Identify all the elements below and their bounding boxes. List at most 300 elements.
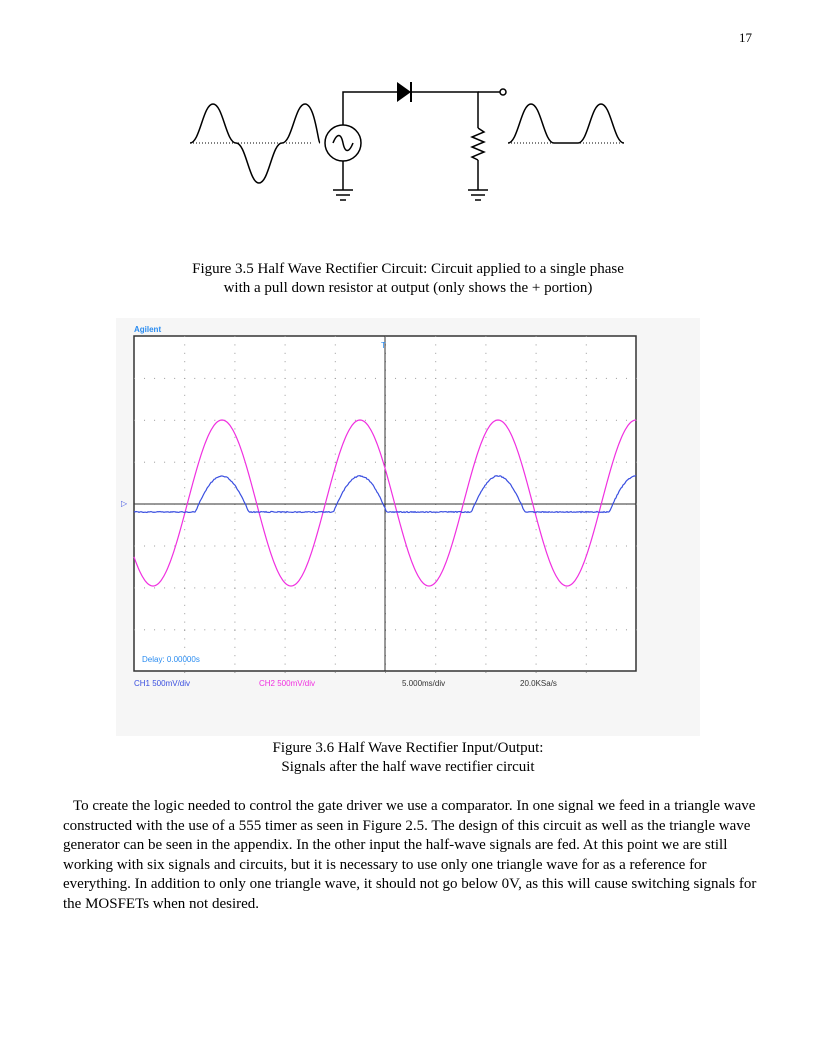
grid-dot: [144, 587, 145, 588]
grid-dot: [465, 587, 466, 588]
grid-dot: [335, 521, 336, 522]
grid-dot: [234, 454, 235, 455]
grid-dot: [285, 386, 286, 387]
grid-dot: [335, 596, 336, 597]
grid-dot: [144, 462, 145, 463]
grid-dot: [405, 378, 406, 379]
grid-dot: [586, 664, 587, 665]
grid-dot: [285, 403, 286, 404]
grid-dot: [566, 378, 567, 379]
grid-dot: [435, 378, 436, 379]
grid-dot: [234, 395, 235, 396]
grid-dot: [435, 571, 436, 572]
grid-dot: [234, 462, 235, 463]
grid-dot: [596, 378, 597, 379]
grid-dot: [325, 546, 326, 547]
grid-dot: [285, 521, 286, 522]
grid-dot: [596, 587, 597, 588]
grid-dot: [335, 554, 336, 555]
grid-dot: [485, 512, 486, 513]
grid-dot: [154, 587, 155, 588]
grid-dot: [485, 454, 486, 455]
grid-dot: [285, 596, 286, 597]
grid-dot: [184, 613, 185, 614]
grid-dot: [455, 420, 456, 421]
grid-dot: [425, 462, 426, 463]
grid-dot: [184, 521, 185, 522]
grid-dot: [586, 420, 587, 421]
grid-dot: [435, 353, 436, 354]
grid-dot: [636, 546, 637, 547]
grid-dot: [234, 563, 235, 564]
grid-dot: [244, 587, 245, 588]
grid-dot: [606, 546, 607, 547]
grid-dot: [536, 554, 537, 555]
grid-dot: [586, 378, 587, 379]
grid-dot: [485, 571, 486, 572]
grid-dot: [616, 420, 617, 421]
grid-dot: [335, 344, 336, 345]
grid-dot: [234, 412, 235, 413]
grid-dot: [184, 596, 185, 597]
grid-dot: [475, 546, 476, 547]
grid-dot: [435, 596, 436, 597]
grid-dot: [485, 629, 486, 630]
grid-dot: [335, 353, 336, 354]
grid-dot: [335, 428, 336, 429]
grid-dot: [184, 437, 185, 438]
grid-dot: [435, 470, 436, 471]
grid-dot: [435, 395, 436, 396]
grid-dot: [184, 629, 185, 630]
grid-dot: [234, 512, 235, 513]
grid-dot: [164, 420, 165, 421]
grid-dot: [556, 546, 557, 547]
grid-dot: [586, 437, 587, 438]
grid-dot: [505, 629, 506, 630]
grid-dot: [285, 538, 286, 539]
grid-dot: [435, 580, 436, 581]
grid-dot: [485, 538, 486, 539]
grid-dot: [335, 647, 336, 648]
grid-dot: [536, 470, 537, 471]
grid-dot: [194, 546, 195, 547]
grid-dot: [485, 361, 486, 362]
grid-dot: [224, 378, 225, 379]
grid-dot: [485, 428, 486, 429]
grid-dot: [636, 462, 637, 463]
grid-dot: [445, 420, 446, 421]
grid-dot: [526, 378, 527, 379]
grid-dot: [335, 437, 336, 438]
grid-dot: [586, 629, 587, 630]
grid-dot: [285, 353, 286, 354]
grid-dot: [435, 529, 436, 530]
grid-dot: [234, 353, 235, 354]
grid-dot: [275, 546, 276, 547]
grid-dot: [234, 437, 235, 438]
grid-dot: [275, 378, 276, 379]
grid-dot: [355, 378, 356, 379]
grid-dot: [606, 462, 607, 463]
grid-dot: [335, 587, 336, 588]
grid-dot: [485, 378, 486, 379]
grid-dot: [586, 353, 587, 354]
grid-dot: [285, 563, 286, 564]
grid-dot: [586, 336, 587, 337]
grid-dot: [516, 629, 517, 630]
grid-dot: [455, 378, 456, 379]
grid-dot: [485, 546, 486, 547]
grid-dot: [285, 412, 286, 413]
grid-dot: [485, 622, 486, 623]
grid-dot: [485, 655, 486, 656]
grid-dot: [435, 462, 436, 463]
grid-dot: [435, 487, 436, 488]
grid-dot: [184, 395, 185, 396]
grid-dot: [485, 672, 486, 673]
grid-dot: [224, 629, 225, 630]
grid-dot: [224, 587, 225, 588]
grid-dot: [305, 587, 306, 588]
grid-dot: [144, 378, 145, 379]
grid-dot: [285, 580, 286, 581]
grid-dot: [586, 479, 587, 480]
grid-dot: [285, 445, 286, 446]
grid-dot: [445, 378, 446, 379]
grid-dot: [184, 580, 185, 581]
grid-dot: [596, 629, 597, 630]
grid-dot: [285, 496, 286, 497]
grid-dot: [194, 629, 195, 630]
grid-dot: [435, 361, 436, 362]
grid-dot: [375, 378, 376, 379]
grid-dot: [596, 546, 597, 547]
grid-dot: [526, 462, 527, 463]
grid-dot: [184, 672, 185, 673]
grid-dot: [606, 587, 607, 588]
grid-dot: [465, 629, 466, 630]
grid-dot: [435, 629, 436, 630]
body-paragraph: To create the logic needed to control the gate driver we use a comparator. In one signal we feed in a triangle wave constructed with the use of a 555 timer as seen in Figure 2.5. The design of this circuit as well as the triangle wave generator can be seen in the appendix. In the other input the half-wave signals are fed. At this point we are still working with six signals and circuits, but it is necessary to use only one triangle wave for as a reference for everything. In addition to only one triangle wave, it should not go below 0V, as this will cause switching signals for the MOSFETs when not desired.: [63, 798, 757, 912]
grid-dot: [485, 664, 486, 665]
grid-dot: [184, 529, 185, 530]
grid-dot: [254, 420, 255, 421]
grid-dot: [154, 378, 155, 379]
grid-dot: [425, 420, 426, 421]
grid-dot: [526, 587, 527, 588]
grid-dot: [254, 546, 255, 547]
grid-dot: [435, 655, 436, 656]
grid-dot: [184, 487, 185, 488]
grid-dot: [335, 512, 336, 513]
grid-dot: [485, 605, 486, 606]
grid-dot: [224, 546, 225, 547]
grid-dot: [184, 638, 185, 639]
grid-dot: [415, 587, 416, 588]
grid-dot: [325, 587, 326, 588]
grid-dot: [435, 386, 436, 387]
grid-dot: [234, 622, 235, 623]
grid-dot: [536, 428, 537, 429]
grid-dot: [134, 420, 135, 421]
grid-dot: [435, 445, 436, 446]
grid-dot: [285, 638, 286, 639]
grid-dot: [536, 546, 537, 547]
grid-dot: [285, 487, 286, 488]
grid-dot: [505, 378, 506, 379]
grid-dot: [586, 563, 587, 564]
grid-dot: [586, 613, 587, 614]
grid-dot: [536, 353, 537, 354]
grid-dot: [164, 587, 165, 588]
grid-dot: [234, 487, 235, 488]
grid-dot: [505, 546, 506, 547]
grid-dot: [365, 420, 366, 421]
grid-dot: [315, 629, 316, 630]
grid-dot: [335, 420, 336, 421]
grid-dot: [395, 420, 396, 421]
grid-dot: [485, 395, 486, 396]
grid-dot: [184, 587, 185, 588]
grid-dot: [586, 647, 587, 648]
grid-dot: [536, 437, 537, 438]
grid-dot: [576, 587, 577, 588]
grid-dot: [184, 462, 185, 463]
grid-dot: [536, 622, 537, 623]
grid-dot: [566, 546, 567, 547]
grid-dot: [495, 546, 496, 547]
grid-dot: [606, 378, 607, 379]
grid-dot: [616, 378, 617, 379]
grid-dot: [536, 412, 537, 413]
grid-dot: [285, 655, 286, 656]
grid-dot: [415, 378, 416, 379]
grid-dot: [184, 571, 185, 572]
grid-dot: [335, 655, 336, 656]
grid-dot: [305, 546, 306, 547]
grid-dot: [285, 571, 286, 572]
grid-dot: [234, 496, 235, 497]
grid-dot: [536, 344, 537, 345]
grid-dot: [234, 554, 235, 555]
grid-dot: [355, 420, 356, 421]
timebase: 5.000ms/div: [402, 679, 446, 688]
grid-dot: [586, 386, 587, 387]
grid-dot: [485, 613, 486, 614]
grid-dot: [636, 378, 637, 379]
grid-dot: [586, 571, 587, 572]
grid-dot: [435, 370, 436, 371]
grid-dot: [254, 629, 255, 630]
grid-dot: [536, 580, 537, 581]
grid-dot: [234, 638, 235, 639]
grid-dot: [526, 420, 527, 421]
grid-dot: [445, 546, 446, 547]
grid-dot: [576, 546, 577, 547]
grid-dot: [315, 462, 316, 463]
grid-dot: [465, 462, 466, 463]
grid-dot: [234, 613, 235, 614]
grid-dot: [254, 378, 255, 379]
grid-dot: [586, 462, 587, 463]
grid-dot: [425, 629, 426, 630]
grid-dot: [244, 378, 245, 379]
grid-dot: [586, 454, 587, 455]
grid-dot: [184, 344, 185, 345]
grid-dot: [536, 454, 537, 455]
grid-dot: [425, 587, 426, 588]
grid-dot: [285, 613, 286, 614]
grid-dot: [556, 629, 557, 630]
grid-dot: [234, 386, 235, 387]
grid-dot: [285, 622, 286, 623]
grid-dot: [465, 546, 466, 547]
grid-dot: [184, 479, 185, 480]
grid-dot: [435, 412, 436, 413]
grid-dot: [335, 479, 336, 480]
grid-dot: [536, 336, 537, 337]
grid-dot: [234, 655, 235, 656]
grid-dot: [606, 629, 607, 630]
grid-dot: [345, 378, 346, 379]
grid-dot: [345, 420, 346, 421]
grid-dot: [536, 672, 537, 673]
grid-dot: [626, 587, 627, 588]
grid-dot: [395, 587, 396, 588]
grid-dot: [435, 587, 436, 588]
grid-dot: [526, 629, 527, 630]
grid-dot: [485, 529, 486, 530]
grid-dot: [485, 445, 486, 446]
grid-dot: [265, 629, 266, 630]
grid-dot: [536, 571, 537, 572]
grid-dot: [184, 647, 185, 648]
grid-dot: [485, 487, 486, 488]
grid-dot: [285, 470, 286, 471]
grid-dot: [184, 563, 185, 564]
grid-dot: [586, 655, 587, 656]
grid-dot: [586, 596, 587, 597]
grid-dot: [315, 420, 316, 421]
grid-dot: [425, 546, 426, 547]
grid-dot: [345, 546, 346, 547]
grid-dot: [234, 521, 235, 522]
grid-dot: [495, 462, 496, 463]
grid-dot: [536, 563, 537, 564]
grid-dot: [435, 664, 436, 665]
grid-dot: [435, 647, 436, 648]
grid-dot: [536, 521, 537, 522]
grid-dot: [234, 470, 235, 471]
grid-dot: [234, 580, 235, 581]
grid-dot: [234, 420, 235, 421]
grid-dot: [435, 428, 436, 429]
grid-dot: [335, 378, 336, 379]
grid-dot: [184, 420, 185, 421]
grid-dot: [536, 605, 537, 606]
grid-dot: [485, 638, 486, 639]
grid-dot: [234, 445, 235, 446]
grid-dot: [536, 638, 537, 639]
grid-dot: [475, 378, 476, 379]
grid-dot: [576, 462, 577, 463]
grid-dot: [285, 529, 286, 530]
brand-label: Agilent: [134, 325, 162, 334]
grid-dot: [244, 420, 245, 421]
grid-dot: [224, 462, 225, 463]
grid-dot: [285, 605, 286, 606]
grid-dot: [576, 420, 577, 421]
grid-dot: [234, 529, 235, 530]
grid-dot: [435, 605, 436, 606]
grid-dot: [184, 470, 185, 471]
grid-dot: [485, 462, 486, 463]
grid-dot: [234, 378, 235, 379]
grid-dot: [184, 445, 185, 446]
grid-dot: [144, 546, 145, 547]
grid-dot: [385, 672, 386, 673]
grid-dot: [295, 546, 296, 547]
grid-dot: [335, 664, 336, 665]
grid-dot: [335, 386, 336, 387]
grid-dot: [234, 370, 235, 371]
grid-dot: [516, 378, 517, 379]
grid-dot: [626, 629, 627, 630]
grid-dot: [184, 454, 185, 455]
grid-dot: [485, 470, 486, 471]
grid-dot: [265, 546, 266, 547]
grid-dot: [335, 546, 336, 547]
grid-dot: [485, 587, 486, 588]
grid-dot: [174, 587, 175, 588]
grid-dot: [566, 462, 567, 463]
grid-dot: [174, 420, 175, 421]
grid-dot: [536, 395, 537, 396]
grid-dot: [536, 445, 537, 446]
grid-dot: [244, 546, 245, 547]
grid-dot: [184, 428, 185, 429]
grid-dot: [214, 378, 215, 379]
grid-dot: [485, 521, 486, 522]
grid-dot: [626, 378, 627, 379]
grid-dot: [244, 629, 245, 630]
page-number: 17: [739, 30, 752, 45]
grid-dot: [275, 420, 276, 421]
grid-dot: [455, 587, 456, 588]
grid-dot: [435, 420, 436, 421]
grid-dot: [586, 370, 587, 371]
grid-dot: [295, 378, 296, 379]
grid-dot: [405, 587, 406, 588]
grid-dot: [566, 629, 567, 630]
grid-dot: [586, 470, 587, 471]
grid-dot: [586, 445, 587, 446]
grid-dot: [184, 336, 185, 337]
grid-dot: [505, 462, 506, 463]
grid-dot: [335, 395, 336, 396]
grid-dot: [546, 378, 547, 379]
grid-dot: [285, 587, 286, 588]
grid-dot: [375, 462, 376, 463]
grid-dot: [556, 587, 557, 588]
grid-dot: [556, 378, 557, 379]
grid-dot: [154, 629, 155, 630]
grid-dot: [586, 395, 587, 396]
grid-dot: [485, 437, 486, 438]
grid-dot: [285, 344, 286, 345]
grid-dot: [536, 403, 537, 404]
